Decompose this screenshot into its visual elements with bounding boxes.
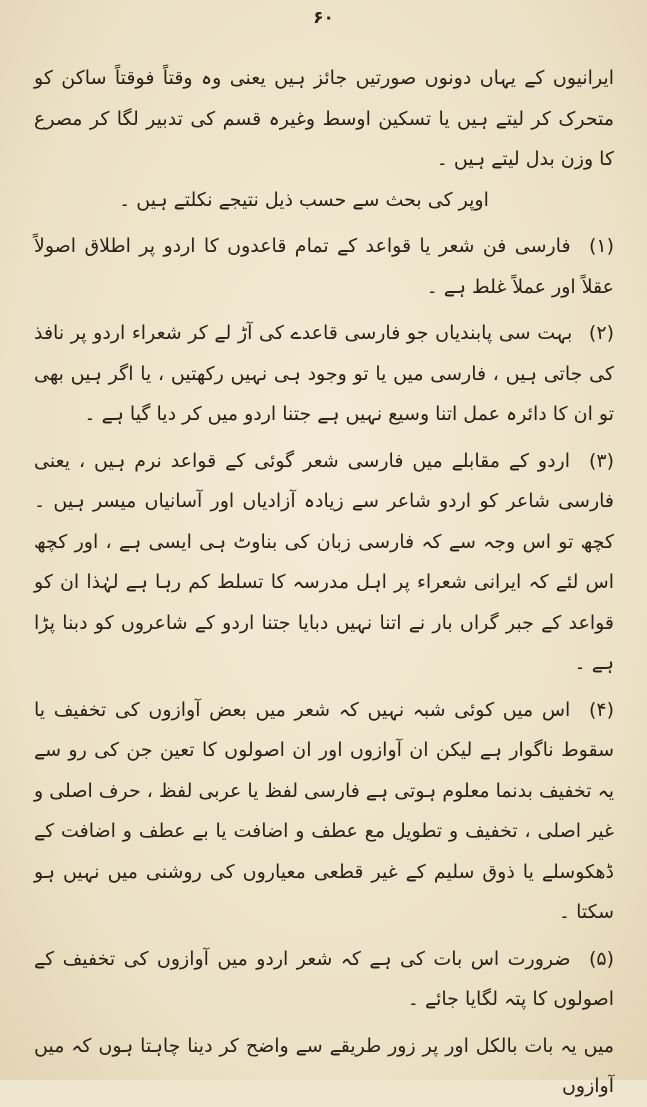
point-number: (۵) [588, 947, 614, 970]
point-3 [34, 441, 614, 684]
point-text: فارسی فن شعر یا قواعد کے تمام قاعدوں کا اردو پر اطلاق اصولاً عقلاً اور عملاً غلط ہے ۔ [34, 235, 614, 298]
closing-paragraph: میں یہ بات بالکل اور پر زور طریقے سے واضح کر دینا چاہتا ہوں کہ میں آوازوں [34, 1034, 614, 1097]
point-number: (۴) [588, 698, 614, 721]
point-number: (۳) [588, 449, 614, 472]
intro-paragraph: ایرانیوں کے یہاں دونوں صورتیں جائز ہیں یعنی وہ وقتاً فوقتاً ساکن کو متحرک کر لیتے ہیں یا تسکین اوسط وغیرہ قسم کی تدبیر لگا کر مصرع کا وزن بدل لیتے ہیں ۔ [34, 67, 614, 170]
point-text: اس میں کوئی شبہ نہیں کہ شعر میں بعض آوازوں کی تخفیف یا سقوط ناگوار ہے لیکن ان آوازوں اور ان اصولوں کا تعین جن کی رو سے یہ تخفیف بدنما معلوم ہوتی ہے فارسی لفظ یا عربی لفظ ، حرف اصلی و غیر اصلی ، تخفیف و تطویل مع عطف و اضافت یا بے عطف و اضافت کے ڈھکوسلے یا ذوق سلیم کے غیر قطعی معیاروں کی روشنی میں نہیں ہو سکتا ۔ [34, 698, 614, 923]
conclusion-intro: اوپر کی بحث سے حسب ذیل نتیجے نکلتے ہیں ۔ [119, 188, 489, 211]
point-number: (۲) [588, 322, 614, 344]
point-text: بہت سی پابندیاں جو فارسی قاعدے کی آڑ لے کر شعراء اردو پر نافذ کی جاتی ہیں ، فارسی میں یا تو وجود ہی نہیں رکھتیں ، یا اگر ہیں بھی تو ان کا دائرہ عمل اتنا وسیع نہیں ہے جتنا اردو میں کر دیا گیا ہے ۔ [34, 322, 614, 425]
point-1 [34, 226, 614, 307]
point-2 [34, 313, 614, 435]
point-5 [34, 939, 614, 1020]
point-number: (۱) [588, 235, 615, 257]
point-text: اردو کے مقابلے میں فارسی شعر گوئی کے قواعد نرم ہیں ، یعنی فارسی شاعر کو اردو شاعر سے زیادہ آزادیاں اور آسانیاں میسر ہیں ۔ کچھ تو اس وجہ سے کہ فارسی زبان کی بناوٹ ہی ایسی ہے ، اور کچھ اس لئے کہ ایرانی شعراء پر اہل مدرسہ کا تسلط کم رہا ہے لہٰذا ان کو قواعد کے جبر گراں بار نے اتنا نہیں دبایا جتنا اردو کے شاعروں کو دبنا پڑا ہے ۔ [34, 449, 614, 674]
page-body [34, 58, 614, 1107]
point-4 [34, 690, 614, 933]
point-text: ضرورت اس بات کی ہے کہ شعر اردو میں آوازوں کی تخفیف کے اصولوں کا پتہ لگایا جائے ۔ [34, 947, 614, 1010]
page-number: ۶۰ [313, 8, 334, 28]
